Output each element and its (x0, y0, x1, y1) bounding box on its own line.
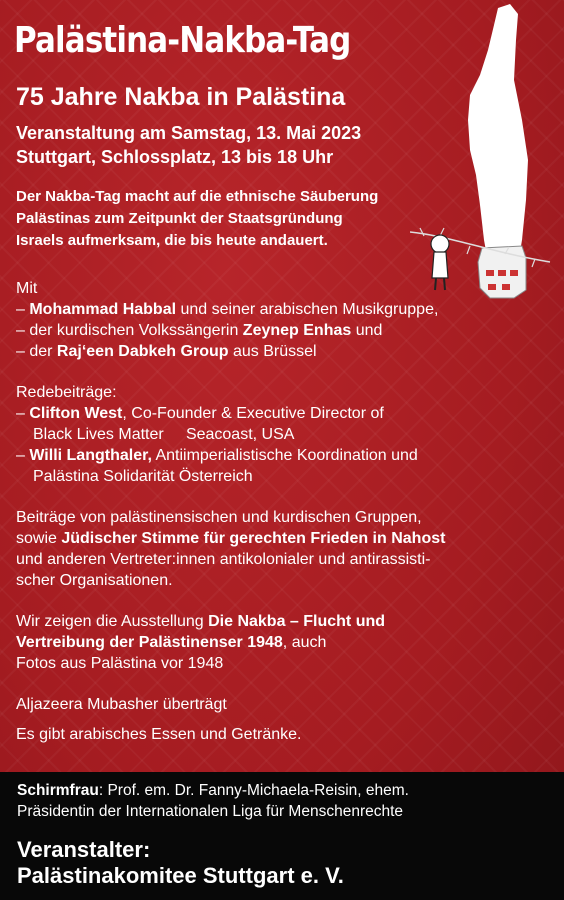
exhibition-title: Vertreibung der Palästinenser 1948 (16, 634, 283, 651)
performer-prefix: – der (16, 343, 57, 360)
organizer-name: Palästinakomitee Stuttgart e. V. (17, 863, 344, 888)
patron-name: : Prof. em. Dr. Fanny-Michaela-Reisin, ehem. (98, 782, 409, 799)
organizer-label: Veranstalter: (17, 837, 151, 862)
speakers-heading: Redebeiträge: (16, 384, 117, 401)
event-date: Veranstaltung am Samstag, 13. Mai 2023 (16, 123, 362, 143)
contributions-line: Beiträge von palästinensischen und kurdischen Gruppen, (16, 509, 422, 526)
intro-line: Der Nakba-Tag macht auf die ethnische Säuberung (16, 188, 379, 205)
performer-name: Mohammad Habbal (29, 301, 177, 318)
with-heading: Mit (16, 280, 38, 297)
contributions-line: und anderen Vertreter:innen antikolonialer und antirassisti- (16, 551, 431, 568)
speaker-prefix: – (16, 405, 30, 422)
performer-item (16, 320, 556, 341)
performer-item (16, 299, 556, 320)
speaker-prefix: – (16, 447, 30, 464)
speaker-desc-line: Black Lives Matter Seacoast, USA (33, 426, 295, 443)
exhibition-line (16, 611, 556, 632)
exhibition-title: Die Nakba – Flucht und (208, 613, 386, 630)
organizer-bar (0, 830, 564, 900)
performer-name: Zeynep Enhas (242, 322, 352, 339)
exhibition-text: , auch (282, 634, 327, 651)
food-note: Es gibt arabisches Essen und Getränke. (16, 726, 302, 743)
program-section (16, 278, 556, 745)
speaker-desc-line: Palästina Solidarität Österreich (33, 468, 253, 485)
patron-label: Schirmfrau (17, 782, 99, 799)
patron-line: Präsidentin der Internationalen Liga für Menschenrechte (17, 803, 404, 820)
exhibition-line: Fotos aus Palästina vor 1948 (16, 655, 224, 672)
event-details (16, 121, 361, 169)
poster-title: Palästina-Nakba-Tag (14, 20, 351, 61)
intro-line: Palästinas zum Zeitpunkt der Staatsgründung (16, 210, 343, 227)
contrib-text: sowie (16, 530, 62, 547)
contrib-org: Jüdischer Stimme für gerechten Frieden in Nahost (61, 530, 446, 547)
intro-text (16, 186, 378, 252)
speaker-name: Clifton West (29, 405, 123, 422)
speaker-name: Willi Langthaler, (29, 447, 152, 464)
poster-subtitle: 75 Jahre Nakba in Palästina (16, 83, 346, 111)
speaker-desc: Antiimperialistische Koordination und (151, 447, 418, 464)
contributions-line (16, 528, 556, 549)
performer-desc: und (351, 322, 383, 339)
performer-item (16, 341, 556, 362)
speaker-item (16, 445, 556, 466)
contributions-line: scher Organisationen. (16, 572, 173, 589)
performer-desc: und seiner arabischen Musikgruppe, (176, 301, 439, 318)
event-location: Stuttgart, Schlossplatz, 13 bis 18 Uhr (16, 147, 334, 167)
performer-prefix: – der kurdischen Volkssängerin (16, 322, 243, 339)
speaker-desc: , Co-Founder & Executive Director of (122, 405, 384, 422)
patron-bar (0, 772, 564, 830)
performer-name: Raj‘een Dabkeh Group (56, 343, 229, 360)
broadcast-note: Aljazeera Mubasher überträgt (16, 696, 227, 713)
patron-line (17, 780, 547, 801)
exhibition-text: Wir zeigen die Ausstellung (16, 613, 209, 630)
performer-prefix: – (16, 301, 30, 318)
exhibition-line (16, 632, 556, 653)
palestine-map-fist-illustration (410, 0, 560, 300)
performer-desc: aus Brüssel (228, 343, 317, 360)
intro-line: Israels aufmerksam, die bis heute andauert. (16, 232, 328, 249)
speaker-item (16, 403, 556, 424)
